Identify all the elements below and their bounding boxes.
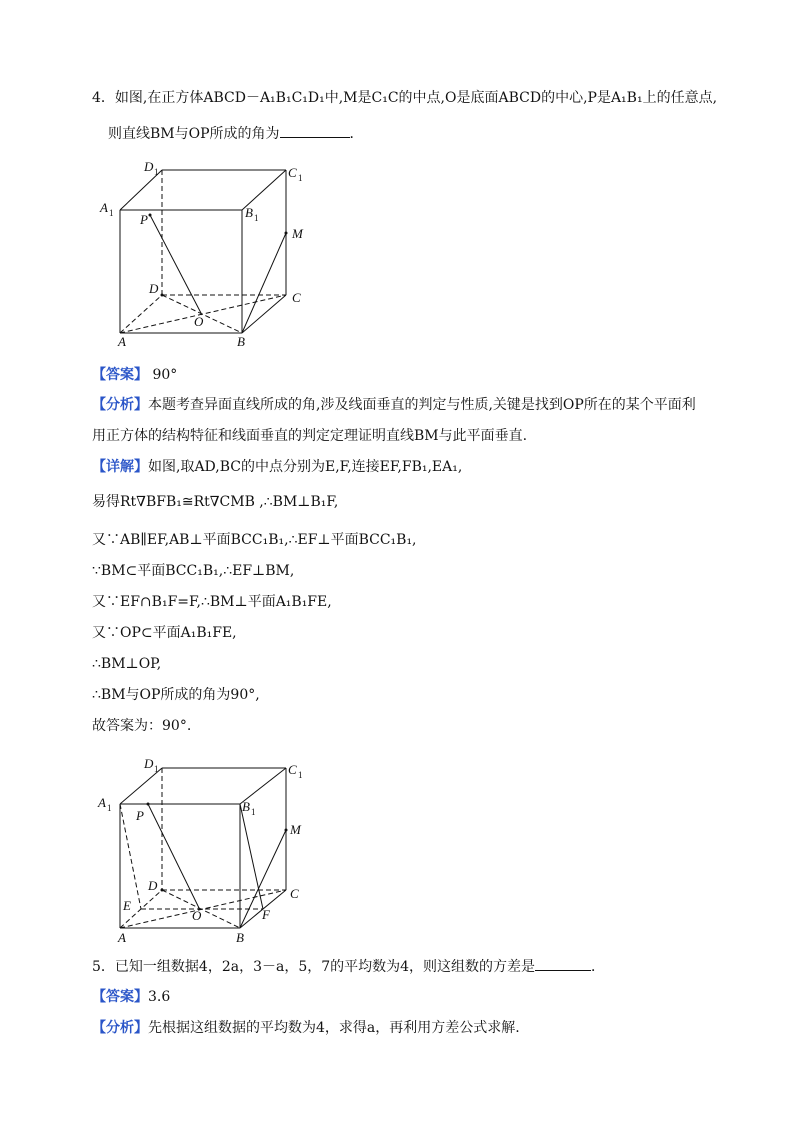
cube-figure-1 [90, 150, 330, 350]
label-a1: A [100, 200, 108, 215]
label-p: P [140, 212, 148, 227]
svg-text:1: 1 [298, 173, 303, 183]
label-d1: D [144, 159, 154, 174]
q4-detail-line4: ∵BM⊂平面BCC₁B₁,∴EF⊥BM, [92, 563, 295, 579]
q5-stem-text: 5．已知一组数据4，2a，3－a，5，7的平均数为4，则这组数的方差是 [92, 959, 536, 975]
label-d: D [148, 878, 158, 893]
label-c1: C [288, 165, 297, 180]
label-m: M [290, 822, 301, 837]
q4-analysis-line2: 用正方体的结构特征和线面垂直的判定定理证明直线BM与此平面垂直. [92, 428, 528, 444]
label-c: C [292, 290, 301, 305]
detail-tag: 【详解】 [92, 459, 148, 475]
svg-text:1: 1 [254, 213, 259, 223]
q4-stem-line1: 4．如图,在正方体ABCD－A₁B₁C₁D₁中,M是C₁C的中点,O是底面ABCD的中心,P是A₁B₁上的任意点, [92, 90, 718, 106]
svg-text:1: 1 [298, 770, 303, 780]
label-p: P [136, 808, 144, 823]
label-o: O [192, 908, 202, 923]
q5-analysis-line: 【分析】先根据这组数据的平均数为4，求得a，再利用方差公式求解. [92, 1020, 520, 1036]
q4-answer-line [92, 365, 177, 385]
cube-figure-2 [90, 752, 330, 952]
q4-answer: 90° [152, 367, 178, 383]
label-b1: B [245, 205, 253, 220]
label-o: O [194, 314, 204, 329]
q4-answer-blank [280, 123, 350, 138]
q5-answer-line [92, 987, 170, 1007]
q5-answer: 3.6 [148, 989, 171, 1005]
q4-detail-line9: 故答案为：90°. [92, 718, 192, 734]
svg-text:1: 1 [154, 764, 159, 774]
q5-answer-blank [535, 956, 591, 971]
label-d: D [149, 281, 159, 296]
analysis-tag: 【分析】 [92, 397, 148, 413]
label-c1: C [288, 762, 297, 777]
label-e: E [123, 898, 131, 913]
q4-detail-line7: ∴BM⊥OP, [92, 656, 162, 672]
q4-detail-line5: 又∵EF∩B₁F=F,∴BM⊥平面A₁B₁FE, [92, 594, 332, 610]
q4-analysis-line1: 【分析】本题考查异面直线所成的角,涉及线面垂直的判定与性质,关键是找到OP所在的某个平面利 [92, 397, 696, 413]
q4-detail-line8: ∴BM与OP所成的角为90°, [92, 687, 260, 703]
q4-detail-line2: 易得Rt∇BFB₁≅Rt∇CMB ,∴BM⊥B₁F, [92, 494, 339, 510]
label-d1: D [144, 756, 154, 771]
q5-stem [92, 956, 605, 977]
label-f: F [262, 907, 270, 922]
label-a: A [118, 334, 126, 349]
label-a: A [118, 930, 126, 945]
label-b: B [236, 930, 244, 945]
q4-stem-text: 则直线BM与OP所成的角为 [108, 126, 280, 142]
q4-stem-end: ． [349, 126, 364, 142]
analysis-tag: 【分析】 [92, 1020, 148, 1036]
answer-tag: 【答案】 [92, 367, 148, 383]
svg-text:1: 1 [107, 803, 112, 813]
q4-detail-line1: 【详解】如图,取AD,BC的中点分别为E,F,连接EF,FB₁,EA₁, [92, 459, 463, 475]
q5-stem-end: ． [591, 959, 606, 975]
answer-tag: 【答案】 [92, 989, 148, 1005]
label-b: B [237, 334, 245, 349]
label-c: C [290, 886, 299, 901]
svg-text:1: 1 [251, 807, 256, 817]
q4-detail-line3: 又∵AB∥EF,AB⊥平面BCC₁B₁,∴EF⊥平面BCC₁B₁, [92, 532, 417, 548]
svg-text:1: 1 [109, 208, 114, 218]
label-a1: A [98, 795, 106, 810]
svg-text:1: 1 [154, 167, 159, 177]
q4-stem-line2 [108, 123, 364, 144]
label-m: M [292, 226, 303, 241]
label-b1: B [242, 799, 250, 814]
q4-detail-line6: 又∵OP⊂平面A₁B₁FE, [92, 625, 237, 641]
